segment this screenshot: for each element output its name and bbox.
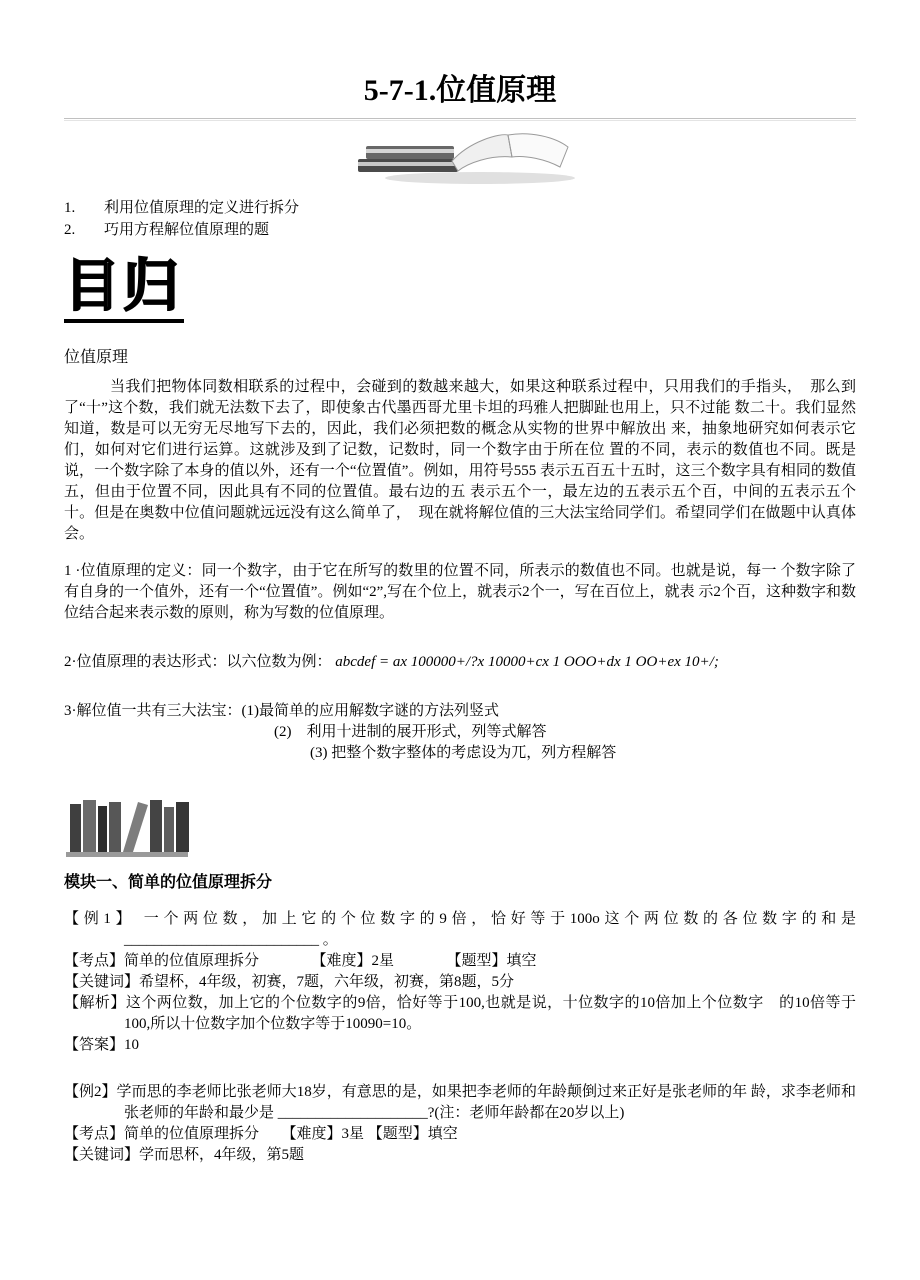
example-1-meta: 【考点】简单的位值原理拆分 【难度】2星 【题型】填空	[64, 952, 537, 969]
objective-text: 巧用方程解位值原理的题	[104, 222, 270, 238]
example-1-keywords: 【关键词】希望杯，4年级，初赛，7题，六年级，初赛，第8题，5分	[64, 973, 515, 990]
methods-line-1	[64, 701, 856, 722]
example-1-analysis: 【解析】这个两位数，加上它的个位数字的9倍，恰好等于100,也就是说，十位数字的10倍加上个位数字 的10倍等于100,所以十位数字加个位数字等于10090=10。	[64, 994, 856, 1032]
bookshelf-clipart	[64, 790, 856, 860]
methods-label: 3·解位值一共有三大法宝：	[64, 702, 242, 719]
objective-number: 1.	[64, 200, 76, 216]
point-definition: 1 ·位值原理的定义：同一个数字，由于它在所写的数里的位置不同，所表示的数值也不同。也就是说，每一 个数字除了有自身的一个值外，还有一个“位置值”。例如“2”,写在个位上，就表示2个一，写在百位上，就表 示2个百，这种数字和数位结合起来表示数的原则，称为写数的位值原理。	[64, 562, 856, 621]
objective-item	[64, 197, 856, 219]
example-block-1	[64, 909, 856, 1056]
objectives-list	[64, 197, 856, 241]
methods-item-2: (2) 利用十进制的展开形式，列等式解答	[274, 723, 547, 740]
page-title: 5-7-1.位值原理	[363, 74, 557, 107]
methods-item-1: (1)最简单的应用解数字谜的方法列竖式	[241, 702, 499, 719]
section-banner-text: 目归	[64, 257, 184, 323]
example-1-answer: 【答案】10	[64, 1036, 140, 1053]
example-1-problem: 【例1】 一个两位数，加上它的个位数字的9倍，恰好等于100o这个两位数的各位数字的和是 __________________________ 。	[64, 910, 856, 948]
objective-item	[64, 219, 856, 241]
title-divider	[64, 118, 856, 121]
knowledge-paragraph: 当我们把物体同数相联系的过程中，会碰到的数越来越大，如果这种联系过程中，只用我们的手指头， 那么到了“十”这个数，我们就无法数下去了，即使象古代墨西哥尤里卡坦的玛雅人把脚趾也用上，只不过能 数二十。我们显然知道，数是可以无穷无尽地写下去的，因此，我们必须把数的概念从实物的世界中解放出 来，抽象地研究如何表示它们，如何对它们进行运算。这就涉及到了记数，记数时，同一个数字由于所在位 置的不同，表示的数值也不同。既是说，一个数字除了本身的值以外，还有一个“位置值”。例如，用符号555 表示五百五十五时，这三个数字具有相同的数值五，但由于位置不同，因此具有不同的位置值。最右边的五 表示五个一，最左边的五表示五个百，中间的五表示五个十。但是在奥数中位值问题就远远没有这么简单了， 现在就将解位值的三大法宝给同学们。希望同学们在做题中认真体会。	[64, 378, 856, 542]
methods-item-3: (3) 把整个数字整体的考虑设为兀，列方程解答	[310, 744, 617, 761]
point-expression-label: 2·位值原理的表达形式：以六位数为例：	[64, 653, 332, 670]
example-2-problem: 【例2】学而思的李老师比张老师大18岁，有意思的是，如果把李老师的年龄颠倒过来正好是张老师的年 龄，求李老师和张老师的年龄和最少是 ____________________?(注：老师年龄都在20岁以上)	[64, 1083, 856, 1121]
example-block-2	[64, 1082, 856, 1166]
knowledge-heading: 位值原理	[64, 348, 129, 366]
module-heading: 模块一、简单的位值原理拆分	[64, 873, 273, 891]
objective-text: 利用位值原理的定义进行拆分	[104, 200, 300, 216]
example-2-meta: 【考点】简单的位值原理拆分 【难度】3星 【题型】填空	[64, 1125, 458, 1142]
bookshelf-icon	[64, 790, 194, 860]
point-expression	[64, 652, 856, 673]
objective-number: 2.	[64, 222, 76, 238]
books-stack-clipart	[64, 123, 856, 187]
books-stack-icon	[340, 123, 580, 185]
section-banner	[64, 254, 856, 323]
point-methods	[64, 701, 856, 764]
example-2-keywords: 【关键词】学而思杯，4年级，第5题	[64, 1146, 305, 1163]
place-value-formula: abcdef = ax 100000+/?x 10000+cx 1 OOO+dx 1 OO+ex 10+/;	[335, 653, 719, 670]
